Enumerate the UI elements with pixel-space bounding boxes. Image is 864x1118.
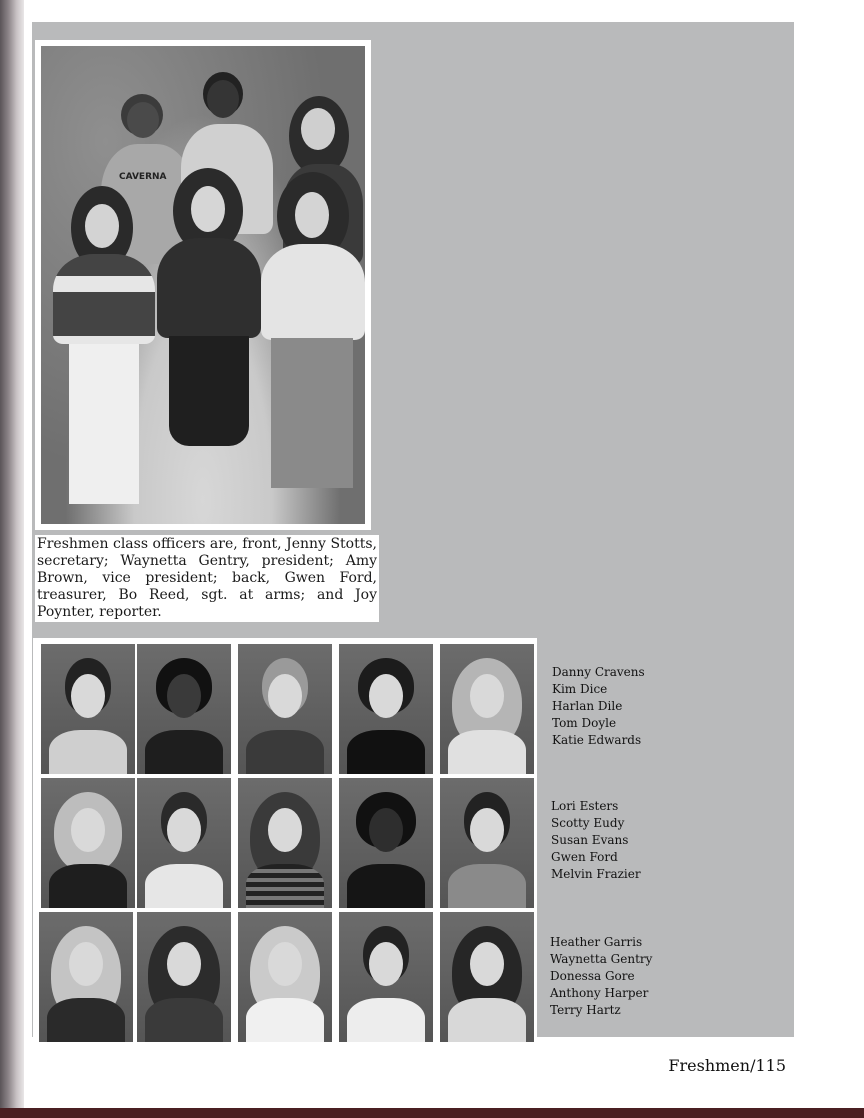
- book-binding: [0, 0, 24, 1118]
- student-name: Waynetta Gentry: [550, 952, 653, 966]
- student-portrait: [339, 778, 433, 908]
- student-portrait: [440, 912, 534, 1042]
- student-name: Donessa Gore: [550, 969, 635, 983]
- student-portrait: [137, 912, 231, 1042]
- student-portrait: [440, 644, 534, 774]
- student-portrait: [238, 778, 332, 908]
- group-photo: [35, 40, 371, 530]
- photo-person: [153, 168, 265, 508]
- page-footer: Freshmen/115: [668, 1056, 786, 1075]
- student-name: Katie Edwards: [552, 733, 642, 747]
- student-name: Harlan Dile: [552, 699, 623, 713]
- student-name: Susan Evans: [551, 833, 629, 847]
- page-bottom-edge: [0, 1108, 864, 1118]
- student-portrait: [41, 778, 135, 908]
- student-portrait: [339, 644, 433, 774]
- student-portrait: [238, 912, 332, 1042]
- student-name: Lori Esters: [551, 799, 619, 813]
- student-portrait: [440, 778, 534, 908]
- student-portrait: [41, 644, 135, 774]
- names-group-3: [550, 934, 770, 1019]
- photo-caption: Freshmen class officers are, front, Jenny Stotts, secretary; Waynetta Gentry, president; Amy Brown, vice president; back, Gwen Ford, treasurer, Bo Reed, sgt. at arms; and Joy Poynter, reporter.: [37, 536, 377, 620]
- student-name: Scotty Eudy: [551, 816, 625, 830]
- student-portrait: [39, 912, 133, 1042]
- student-name: Heather Garris: [550, 935, 643, 949]
- photo-person: [49, 186, 159, 516]
- names-group-2: [551, 798, 771, 883]
- student-portrait: [339, 912, 433, 1042]
- shirt-text: CAVERNA: [119, 172, 167, 182]
- student-name: Danny Cravens: [552, 665, 645, 679]
- student-name: Terry Hartz: [550, 1003, 621, 1017]
- portrait-grid: [33, 638, 537, 1040]
- names-group-1: [552, 664, 772, 749]
- student-name: Kim Dice: [552, 682, 608, 696]
- student-name: Melvin Frazier: [551, 867, 641, 881]
- student-name: Tom Doyle: [552, 716, 617, 730]
- student-portrait: [137, 778, 231, 908]
- photo-person: [257, 172, 365, 512]
- student-portrait: [238, 644, 332, 774]
- student-name: Gwen Ford: [551, 850, 618, 864]
- student-portrait: [137, 644, 231, 774]
- student-name: Anthony Harper: [550, 986, 649, 1000]
- group-photo-image: [41, 46, 365, 524]
